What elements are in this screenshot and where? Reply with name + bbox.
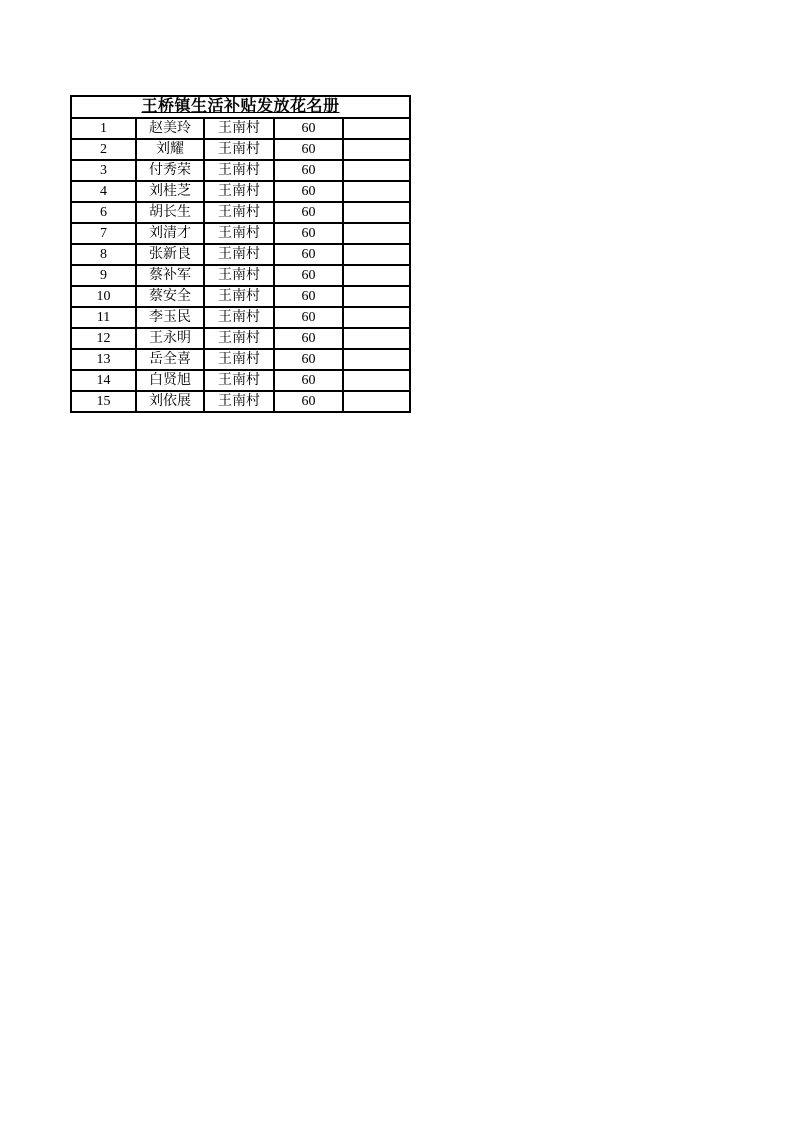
amount-cell: 60 [274,181,343,202]
village-cell: 王南村 [204,160,274,181]
blank-cell [343,286,410,307]
row-number-cell: 3 [71,160,136,181]
table-title: 王桥镇生活补贴发放花名册 [141,98,340,115]
row-number-cell: 10 [71,286,136,307]
roster-table [70,95,411,413]
blank-cell [343,118,410,139]
name-cell: 蔡安全 [136,286,204,307]
amount-cell: 60 [274,286,343,307]
blank-cell [343,391,410,412]
blank-cell [343,328,410,349]
amount-cell: 60 [274,139,343,160]
village-cell: 王南村 [204,139,274,160]
table-row [71,244,410,265]
village-cell: 王南村 [204,223,274,244]
village-cell: 王南村 [204,349,274,370]
row-number-cell: 9 [71,265,136,286]
village-cell: 王南村 [204,307,274,328]
row-number-cell: 6 [71,202,136,223]
amount-cell: 60 [274,160,343,181]
row-number-cell: 1 [71,118,136,139]
amount-cell: 60 [274,391,343,412]
blank-cell [343,181,410,202]
blank-cell [343,244,410,265]
name-cell: 白贤旭 [136,370,204,391]
row-number-cell: 7 [71,223,136,244]
title-cell [71,96,410,118]
blank-cell [343,349,410,370]
row-number-cell: 13 [71,349,136,370]
name-cell: 王永明 [136,328,204,349]
table-row [71,286,410,307]
row-number-cell: 4 [71,181,136,202]
table-row [71,265,410,286]
name-cell: 刘桂芝 [136,181,204,202]
row-number-cell: 15 [71,391,136,412]
table-row [71,328,410,349]
village-cell: 王南村 [204,265,274,286]
row-number-cell: 14 [71,370,136,391]
name-cell: 赵美玲 [136,118,204,139]
table-row [71,181,410,202]
village-cell: 王南村 [204,391,274,412]
table-row [71,391,410,412]
amount-cell: 60 [274,265,343,286]
name-cell: 胡长生 [136,202,204,223]
village-cell: 王南村 [204,181,274,202]
village-cell: 王南村 [204,244,274,265]
table-row [71,223,410,244]
blank-cell [343,202,410,223]
name-cell: 刘耀 [136,139,204,160]
village-cell: 王南村 [204,370,274,391]
title-row [71,96,410,118]
amount-cell: 60 [274,349,343,370]
amount-cell: 60 [274,307,343,328]
table-row [71,307,410,328]
table-row [71,202,410,223]
blank-cell [343,307,410,328]
row-number-cell: 11 [71,307,136,328]
name-cell: 李玉民 [136,307,204,328]
amount-cell: 60 [274,223,343,244]
blank-cell [343,370,410,391]
village-cell: 王南村 [204,202,274,223]
village-cell: 王南村 [204,118,274,139]
amount-cell: 60 [274,244,343,265]
name-cell: 刘依展 [136,391,204,412]
blank-cell [343,265,410,286]
row-number-cell: 12 [71,328,136,349]
table-row [71,160,410,181]
amount-cell: 60 [274,202,343,223]
village-cell: 王南村 [204,328,274,349]
name-cell: 付秀荣 [136,160,204,181]
blank-cell [343,139,410,160]
village-cell: 王南村 [204,286,274,307]
amount-cell: 60 [274,118,343,139]
row-number-cell: 8 [71,244,136,265]
name-cell: 刘清才 [136,223,204,244]
roster-body [71,118,410,412]
table-row [71,139,410,160]
name-cell: 蔡补军 [136,265,204,286]
blank-cell [343,223,410,244]
amount-cell: 60 [274,370,343,391]
name-cell: 张新良 [136,244,204,265]
name-cell: 岳全喜 [136,349,204,370]
row-number-cell: 2 [71,139,136,160]
table-row [71,370,410,391]
blank-cell [343,160,410,181]
amount-cell: 60 [274,328,343,349]
table-row [71,118,410,139]
table-row [71,349,410,370]
